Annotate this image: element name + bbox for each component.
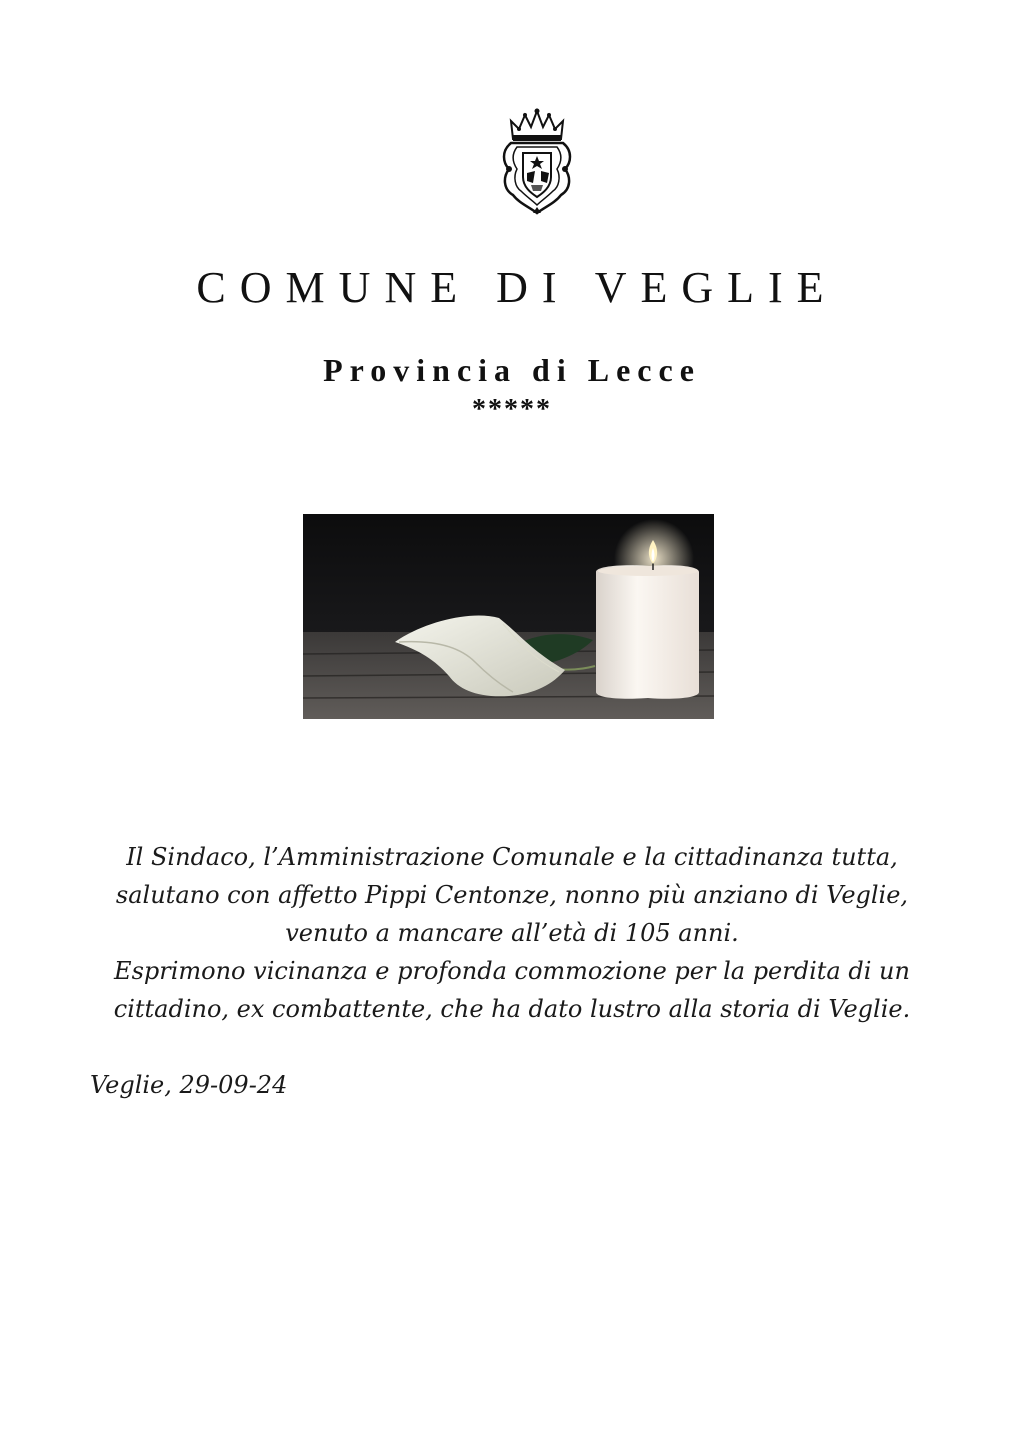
coat-of-arms-icon	[497, 103, 577, 215]
message-line: cittadino, ex combattente, che ha dato lustro alla storia di Veglie.	[113, 995, 911, 1023]
message-line: venuto a mancare all’età di 105 anni.	[285, 919, 739, 947]
page-subtitle: Provincia di Lecce	[323, 352, 701, 388]
condolence-message	[60, 838, 964, 1028]
message-line: Esprimono vicinanza e profonda commozione per la perdita di un	[114, 957, 910, 985]
message-line: salutano con affetto Pippi Centonze, nonno più anziano di Veglie,	[115, 881, 909, 909]
date-line: Veglie, 29-09-24	[90, 1071, 288, 1099]
page-title: COMUNE DI VEGLIE	[196, 263, 838, 312]
separator-stars: *****	[472, 394, 552, 425]
candle-and-calla-lily-photo	[303, 514, 714, 719]
message-line: Il Sindaco, l’Amministrazione Comunale e la cittadinanza tutta,	[126, 843, 898, 871]
